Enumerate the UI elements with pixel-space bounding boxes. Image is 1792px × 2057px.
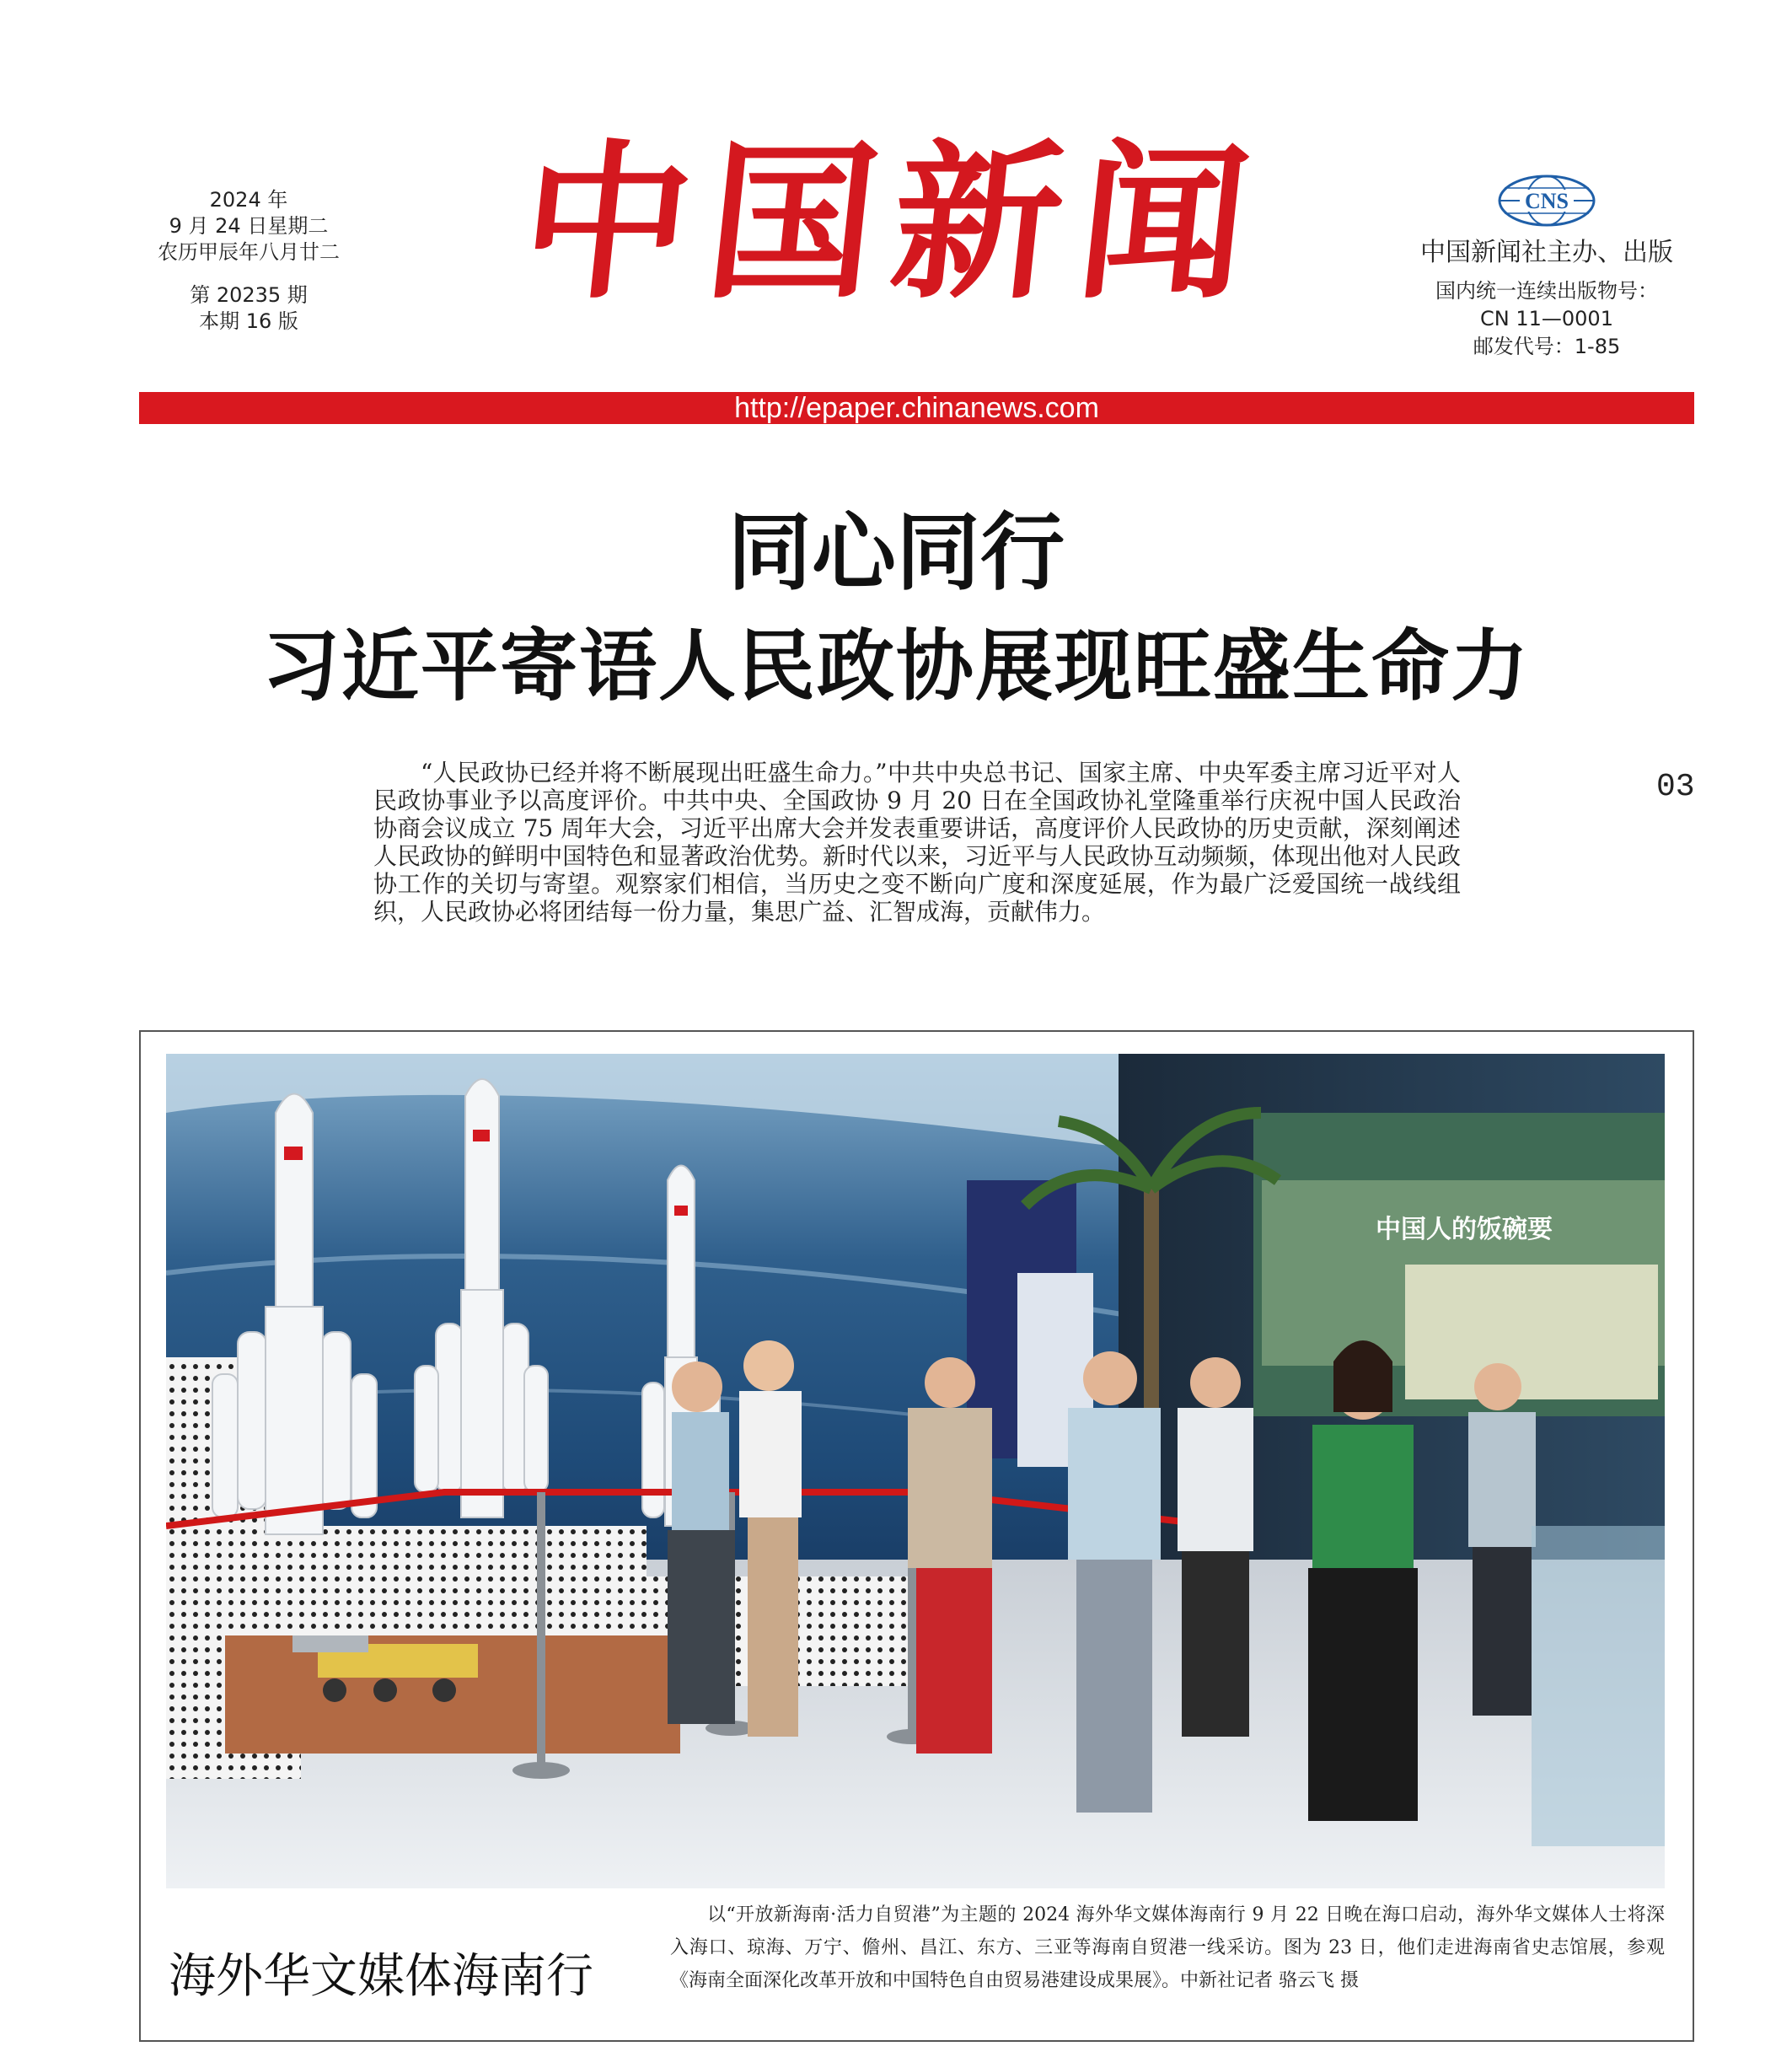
- cns-logo-text: CNS: [1524, 189, 1569, 213]
- exhibit-sign-text: 中国人的饭碗要: [1376, 1215, 1553, 1244]
- date-lunar: 农历甲辰年八月廿二: [158, 240, 340, 264]
- caption-text: 以“开放新海南·活力自贸港”为主题的 2024 海外华文媒体海南行 9 月 22 日晚在海口启动，海外华文媒体人士将深入海口、琼海、万宁、儋州、昌江、东方、三亚等海南自贸港一线采访。图为 23 日，他们走进海南省史志馆展，参观《海南全面深化改革开放和中国特色自由贸易港建设成果展》。中新社记者 骆云飞 摄: [670, 1904, 1665, 1991]
- cns-logo: [1496, 173, 1597, 228]
- postal-code: 邮发代号：1-85: [1473, 335, 1621, 358]
- date-day: 9 月 24 日星期二: [169, 214, 329, 238]
- url-bar: [139, 392, 1694, 424]
- publisher-block: [1382, 173, 1711, 361]
- publisher-line: 中国新闻社主办、出版: [1420, 238, 1673, 267]
- lead-paragraph: “人民政协已经并将不断展现出旺盛生命力。”中共中央总书记、国家主席、中央军委主席习近平对人民政协事业予以高度评价。中共中央、全国政协 9 月 20 日在全国政协礼堂隆重举行庆祝中国人民政治协商会议成立 75 周年大会，习近平出席大会并发表重要讲话，高度评价人民政协的历史贡献，深刻阐述人民政协的鲜明中国特色和显著政治优势。新时代以来，习近平与人民政协互动频频，体现出他对人民政协工作的关切与寄望。观察家们相信，当历史之变不断向广度和深度延展，作为最广泛爱国统一战线组织，人民政协必将团结每一份力量，集思广益、汇智成海，贡献伟力。: [373, 759, 1461, 926]
- caption-title: 海外华文媒体海南行: [169, 1949, 593, 2004]
- date-year: 2024 年: [209, 188, 288, 212]
- serial-number: CN 11—0001: [1480, 307, 1613, 330]
- serial-label: 国内统一连续出版物号：: [1435, 279, 1658, 303]
- headline-line-2: 习近平寄语人民政协展现旺盛生命力: [261, 620, 1530, 712]
- headline-line-1: 同心同行: [727, 502, 1065, 602]
- page-count: 本期 16 版: [199, 309, 298, 333]
- site-url-link[interactable]: http://epaper.chinanews.com: [734, 392, 1099, 424]
- page-reference[interactable]: 03: [1656, 769, 1695, 805]
- publication-numbers: [1382, 277, 1711, 361]
- date-block: [126, 187, 371, 335]
- masthead-title: 中国新闻: [512, 124, 1275, 322]
- issue-number: 第 20235 期: [190, 283, 308, 307]
- exhibition-photo: [166, 1054, 1665, 1888]
